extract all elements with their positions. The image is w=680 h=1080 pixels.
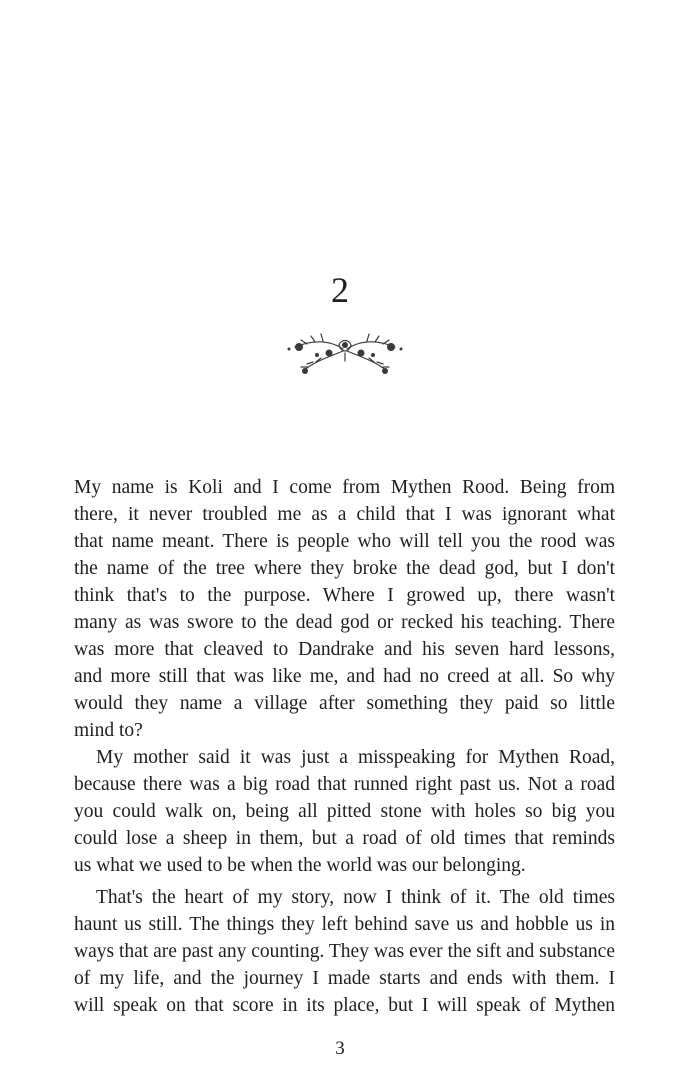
- text-line: haunt us still. The things they left behind save us and hobble us in: [74, 914, 615, 935]
- text-line: was more that cleaved to Dandrake and his seven hard lessons,: [74, 639, 615, 660]
- text-line: you could walk on, being all pitted stone with holes so big you: [74, 801, 615, 822]
- text-line: because there was a big road that runned right past us. Not a road: [74, 774, 615, 795]
- text-line: the name of the tree where they broke the dead god, but I don't: [74, 558, 615, 579]
- text-line: many as was swore to the dead god or recked his teaching. There: [74, 612, 615, 633]
- text-line: that name meant. There is people who will tell you the rood was: [74, 531, 615, 552]
- body-text: [74, 474, 615, 1019]
- text-line: and more still that was like me, and had no creed at all. So why: [74, 666, 615, 687]
- text-line: My mother said it was just a misspeaking for Mythen Road,: [96, 747, 615, 768]
- text-line: could lose a sheep in them, but a road of old times that reminds: [74, 828, 615, 849]
- text-line: ways that are past any counting. They was ever the sift and substance: [74, 941, 615, 962]
- page-number: 3: [335, 1038, 345, 1059]
- text-line: think that's to the purpose. Where I growed up, there wasn't: [74, 585, 615, 606]
- text-line: us what we used to be when the world was our belonging.: [74, 855, 526, 876]
- floral-ornament-icon: [285, 327, 405, 377]
- text-line: will speak on that score in its place, but I will speak of Mythen: [74, 995, 615, 1016]
- chapter-number: 2: [331, 270, 349, 310]
- text-line: of my life, and the journey I made starts and ends with them. I: [74, 968, 615, 989]
- text-line: there, it never troubled me as a child that I was ignorant what: [74, 504, 615, 525]
- text-line: mind to?: [74, 720, 143, 741]
- text-line: That's the heart of my story, now I think of it. The old times: [96, 887, 615, 908]
- text-line: would they name a village after something they paid so little: [74, 693, 615, 714]
- text-line: My name is Koli and I come from Mythen Rood. Being from: [74, 477, 615, 498]
